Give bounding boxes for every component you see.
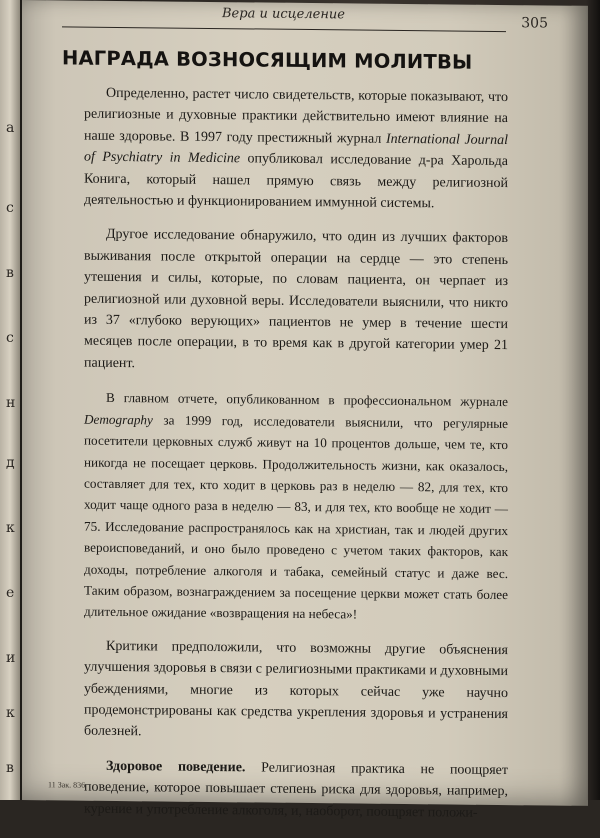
journal-title: International Journal of Psychiatry in Medicine bbox=[84, 131, 508, 167]
journal-title: Demography bbox=[84, 411, 153, 428]
edge-letter: и bbox=[6, 650, 16, 666]
page-shadow bbox=[586, 0, 600, 800]
paragraph-5 bbox=[84, 755, 508, 824]
body-text bbox=[84, 83, 508, 837]
edge-letter: д bbox=[6, 455, 15, 471]
edge-letter: е bbox=[6, 585, 15, 601]
page-number: 305 bbox=[521, 15, 548, 32]
paragraph-4: Критики предположили, что возможны другие объяснения улучшения здоровья в связи с религиозными практиками и духовными убеждениями, многие из которых сейчас уже научно продемонстрированы как средства укрепления здоровья и устранения болезней. bbox=[84, 638, 508, 740]
edge-letter: в bbox=[6, 760, 14, 776]
paragraph-1-text-a: Определенно, растет число свидетельств, которые показывают, что религиозные и духовные практики действительно имеют влияние на наше здоровье. В 1997 году престижный журнал bbox=[84, 85, 508, 147]
previous-page-edge bbox=[0, 0, 20, 800]
edge-letter: н bbox=[6, 395, 16, 411]
paragraph-3-text-b: за 1999 год, исследователи выяснили, что регулярные посетители церковных служб живут на 10 процентов дольше, чем те, кто никогда не посещает церковь. Продолжительность жизни, как оказалось, составляет для тех, кто ходит в церковь раз в неделю — 82, для тех, кто ходит чаще одного раза в неделю — 83, и для тех, кто вообще не ходит — 75. Исследование распространялось как на христиан, так и людей других вероисповеданий, и оно было проведено с учетом таких факторов, как доходы, потребление алкоголя и табака, семейный статус и даже вес. Таким образом, вознаграждением за посещение церкви может стать более длительное ожидание «возвращения на небеса»! bbox=[84, 412, 508, 622]
running-head-title: Вера и исцеление bbox=[222, 6, 345, 23]
paragraph-2: Другое исследование обнаружило, что один из лучших факторов выживания после открытой операции на сердце — это степень утешения и силы, которые, по словам пациента, он черпает из религиозной или духовной веры. Исследователи выяснили, что никто из 37 «глубоко верующих» пациентов не умер в течение шести месяцев после операции, в то время как в другой категории умер 21 пациент. bbox=[84, 227, 508, 372]
paragraph-5-text: Религиозная практика не поощряет поведение, которое повышает степень риска для здоровья, например, курение и употребление алкоголя, и, наоборот, поощряет положи- bbox=[84, 760, 508, 821]
paragraph-1-text-b: опубликовал исследование д-ра Харольда Конига, который нашел прямую связь между религиозной деятельностью и функционированием иммунной системы. bbox=[84, 151, 508, 212]
run-in-heading: Здоровое поведение. bbox=[106, 758, 246, 776]
edge-letter: с bbox=[6, 200, 14, 216]
edge-letter: с bbox=[6, 330, 14, 346]
edge-letter: а bbox=[6, 120, 15, 136]
edge-letter: в bbox=[6, 265, 14, 281]
edge-letter: к bbox=[6, 520, 15, 536]
paragraph-1 bbox=[84, 83, 508, 216]
book-page bbox=[22, 0, 588, 821]
running-head bbox=[62, 0, 548, 35]
section-heading: НАГРАДА ВОЗНОСЯЩИМ МОЛИТВЫ bbox=[62, 46, 473, 74]
header-rule bbox=[62, 26, 506, 32]
signature-mark: 11 Зак. 836 bbox=[48, 780, 86, 790]
edge-letter: к bbox=[6, 705, 15, 721]
paragraph-3 bbox=[84, 387, 508, 627]
paragraph-3-text-a: В главном отчете, опубликованном в профессиональном журнале bbox=[106, 390, 508, 410]
